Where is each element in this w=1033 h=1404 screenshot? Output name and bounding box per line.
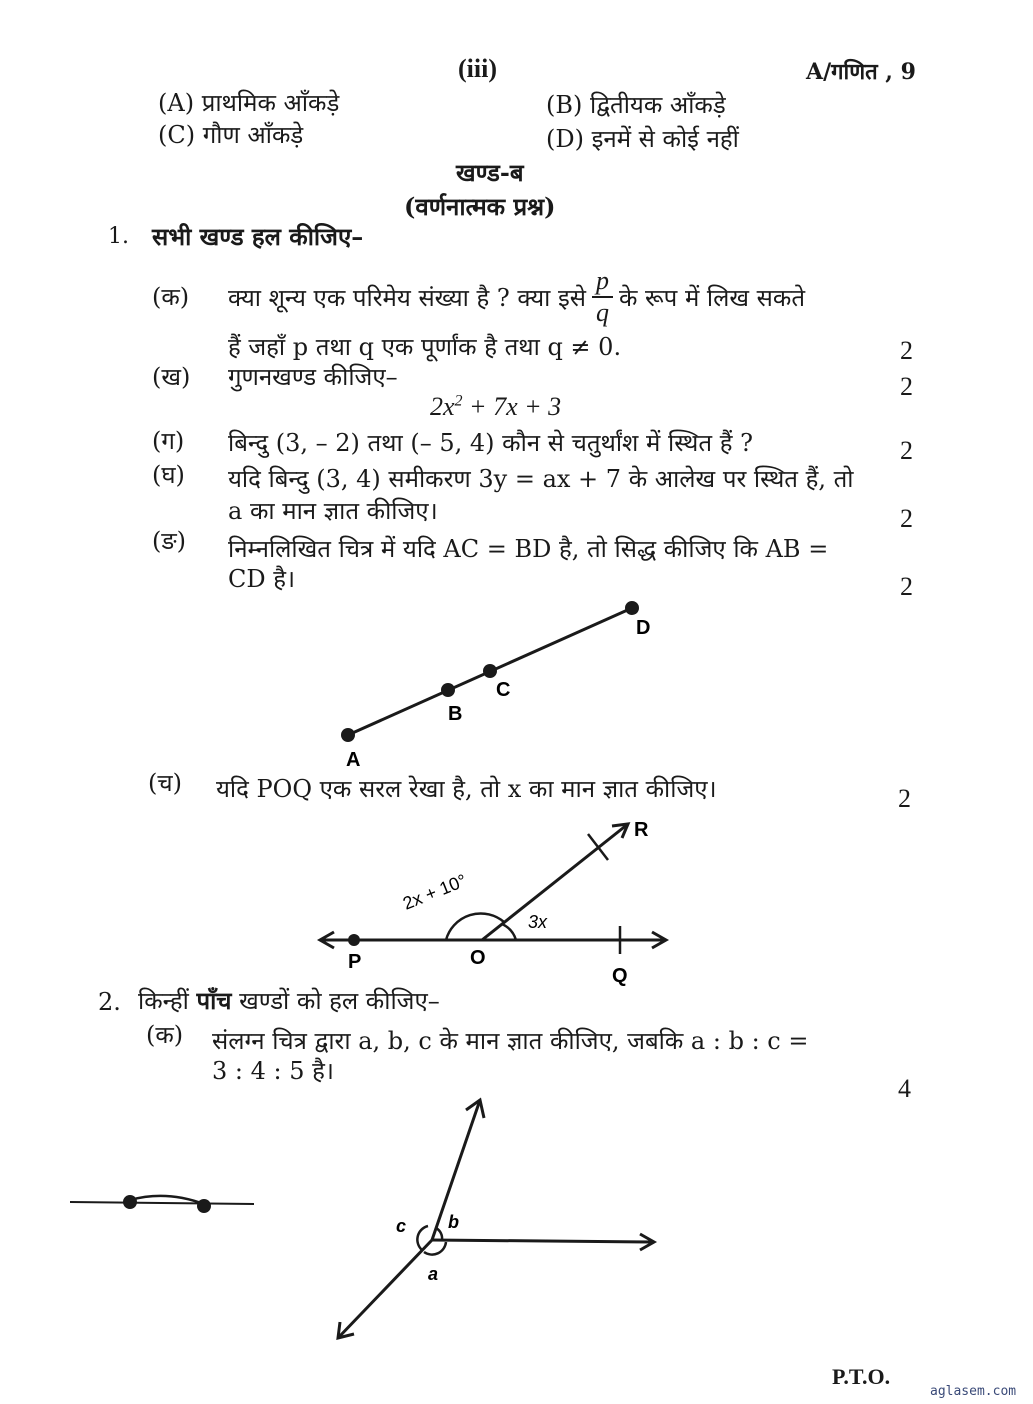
label-a: A [346,749,361,770]
label-c: C [496,679,511,701]
q1-nga-label: (ङ) [152,527,187,555]
expr-superscript: 2 [454,392,463,410]
label-angle-2x-plus-10: 2x + 10° [400,870,470,914]
label-d: D [636,617,651,639]
q1-number: 1. [108,224,129,249]
option-b: (B) द्वितीयक आँकड़े [546,91,726,119]
q1-nga-line1: निम्नलिखित चित्र में यदि AC = BD है, तो सिद्ध कीजिए कि AB = [228,535,829,563]
q1-cha-text: यदि POQ एक सरल रेखा है, तो x का मान ज्ञात कीजिए। [216,775,717,803]
q1-kha-marks: 2 [900,372,913,401]
q1-ka-line1 [228,268,805,326]
angle-arc-b [436,1228,442,1240]
q1-gha-line2: a का मान ज्ञात कीजिए। [228,497,438,525]
q1-cha-label: (च) [148,769,182,797]
q1-gha-label: (घ) [152,461,185,489]
pto: P.T.O. [832,1364,891,1389]
label-p: P [348,951,362,973]
q1-nga-marks: 2 [900,572,913,601]
q1-ka-text-a: क्या शून्य एक परिमेय संख्या है ? क्या इसे [228,283,586,312]
artifact-line [70,1202,254,1204]
q1-ga-text: बिन्दु (3, – 2) तथा (– 5, 4) कौन से चतुर्थांश में स्थित हैं ? [228,429,753,457]
point-c [483,664,497,678]
point-p [348,934,360,946]
q1-ka-text-b: के रूप में लिख सकते [618,283,806,312]
q1-gha-line1: यदि बिन्दु (3, 4) समीकरण 3y = ax + 7 के आलेख पर स्थित हैं, तो [228,465,854,493]
q2-instruction-bold: पाँच [196,986,232,1015]
q2-instruction-a: किन्हीं [138,987,189,1015]
q1-cha-marks: 2 [898,784,911,813]
figure-line-segment-abcd [320,590,680,770]
q1-ka-marks: 2 [900,336,913,365]
fraction-numerator: p [592,268,613,298]
q2-ka-line1: संलग्न चित्र द्वारा a, b, c के मान ज्ञात कीजिए, जबकि a : b : c = [212,1027,809,1055]
subject-code: A/गणित , 9 [806,59,916,85]
section-subtitle: (वर्णनात्मक प्रश्न) [404,192,556,221]
q1-nga-line2: CD है। [228,565,296,593]
label-a-angle: a [428,1264,439,1284]
q2-ka-marks: 4 [898,1074,911,1103]
q1-instruction: सभी खण्ड हल कीजिए– [152,222,364,251]
scan-artifact [66,1184,266,1224]
point-b [441,683,455,697]
label-b-angle: b [448,1212,459,1232]
q1-kha-expression [430,392,561,422]
watermark: aglasem.com [930,1384,1017,1399]
q1-ka-label: (क) [152,283,190,311]
q1-ga-marks: 2 [900,436,913,465]
expr-part-b: + 7x + 3 [462,392,562,421]
q1-kha-label: (ख) [152,363,191,391]
fraction-denominator: q [595,298,609,327]
q2-ka-label: (क) [146,1021,184,1049]
q1-gha-marks: 2 [900,504,913,533]
artifact-dot-right [197,1199,211,1213]
q2-ka-line2: 3 : 4 : 5 है। [212,1057,334,1085]
angle-arc-roq [502,924,516,940]
point-d [625,601,639,615]
q1-ga-label: (ग) [152,427,185,455]
label-c-angle: c [396,1216,407,1236]
ray-right [432,1240,654,1242]
section-title: खण्ड-ब [456,158,524,187]
tick-mark-or [588,834,608,860]
label-b: B [448,703,463,725]
q2-number: 2. [98,988,121,1016]
expr-part-a: 2x [430,392,455,421]
page-marker: (iii) [458,54,497,83]
artifact-dot-left [123,1195,137,1209]
figure-angles-abc [326,1092,666,1348]
label-angle-3x: 3x [528,912,548,932]
fraction-p-over-q [592,268,613,326]
ray-or [482,824,628,940]
label-o: O [470,947,486,969]
q1-ka-line2: हैं जहाँ p तथा q एक पूर्णांक है तथा q ≠ 0. [228,333,622,361]
q1-kha-text: गुणनखण्ड कीजिए– [228,363,398,391]
label-q: Q [612,965,628,987]
point-a [341,728,355,742]
q2-instruction-b: खण्डों को हल कीजिए– [239,987,440,1015]
angle-arc-pov [446,913,504,940]
label-r: R [634,819,649,841]
option-c: (C) गौण आँकड़े [158,121,304,149]
figure-straight-line-poq [310,812,690,992]
option-a: (A) प्राथमिक आँकड़े [158,89,340,117]
option-d: (D) इनमें से कोई नहीं [546,125,739,153]
ray-down-left [338,1240,432,1338]
q2-instruction [138,984,440,1017]
